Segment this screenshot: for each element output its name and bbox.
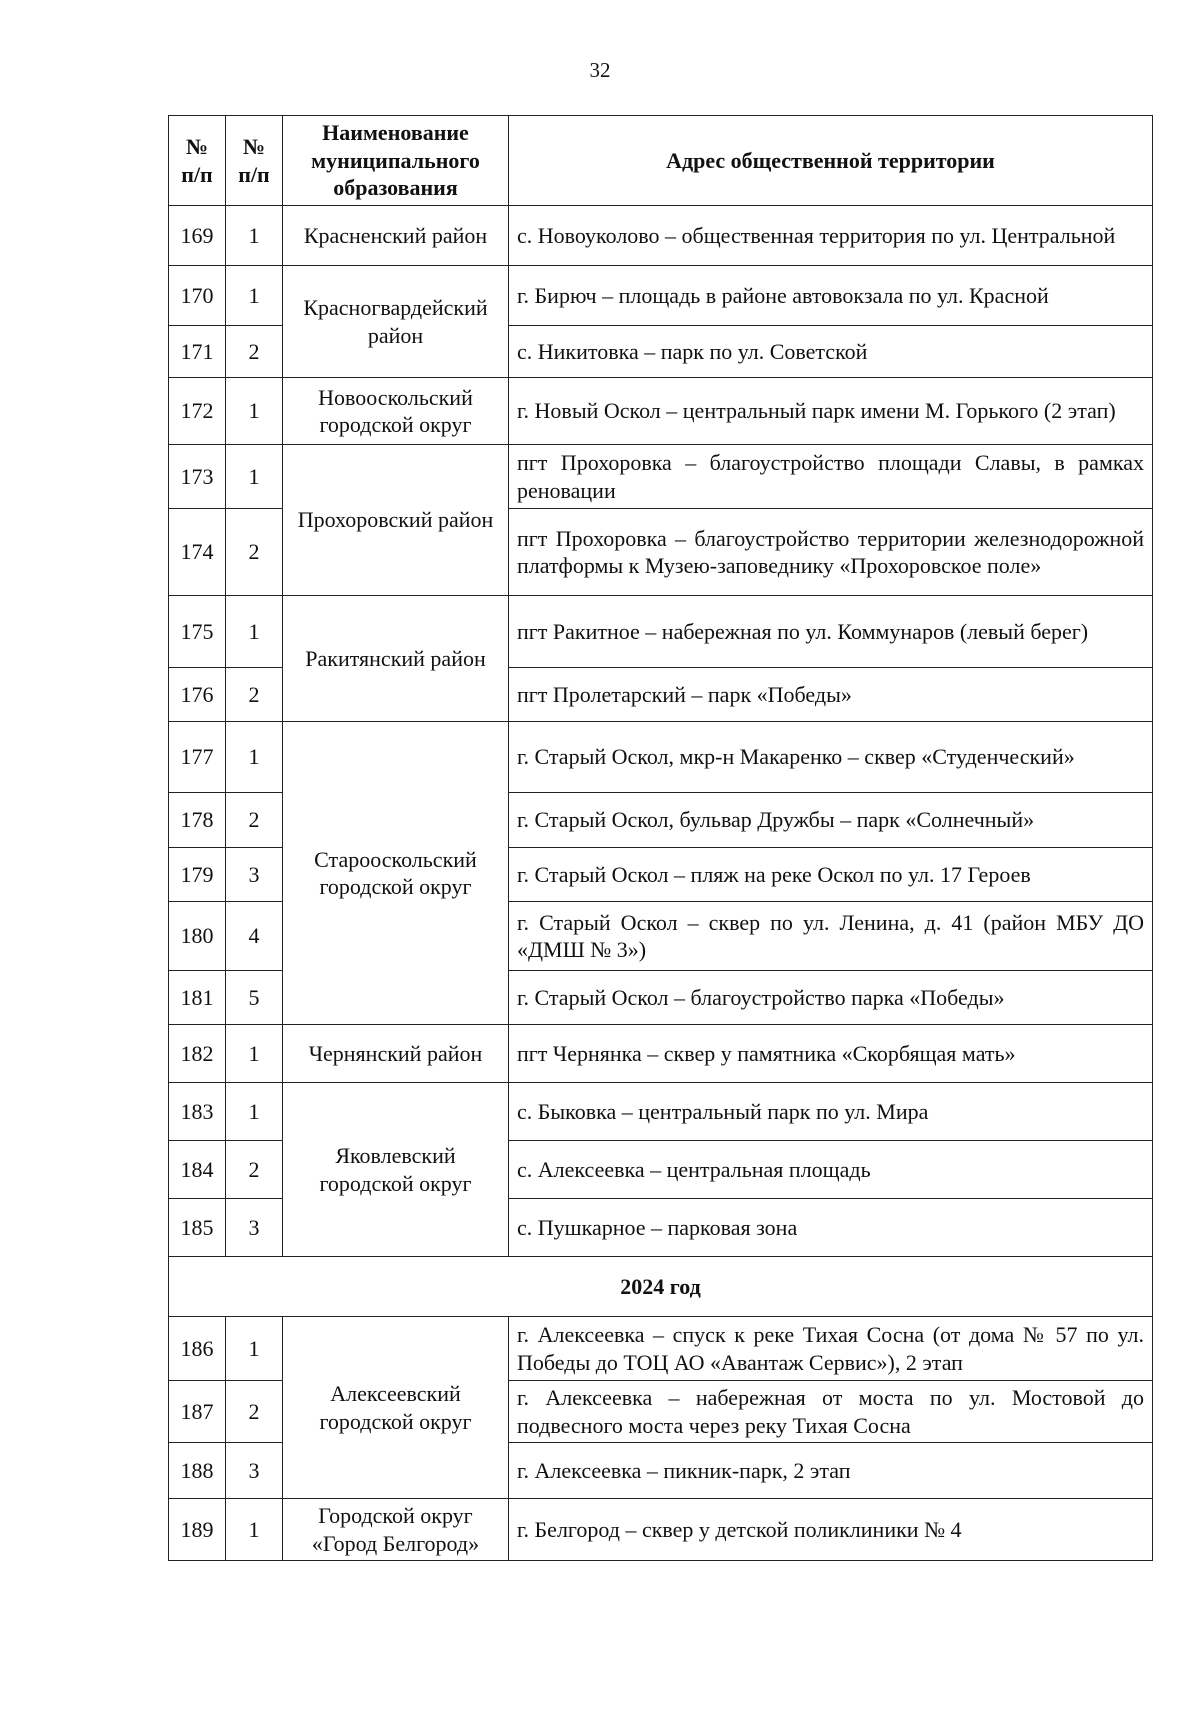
row-num: 179 bbox=[169, 848, 226, 902]
year-row bbox=[169, 1257, 1153, 1317]
row-num: 171 bbox=[169, 326, 226, 378]
row-num: 180 bbox=[169, 902, 226, 971]
table-row bbox=[169, 266, 1153, 326]
territory-table bbox=[168, 115, 1153, 1561]
row-sub-num: 1 bbox=[226, 206, 283, 266]
row-municipality: Прохоровский район bbox=[283, 445, 509, 596]
row-address: г. Старый Оскол, мкр-н Макаренко – сквер «Студенческий» bbox=[509, 722, 1153, 793]
row-num: 184 bbox=[169, 1141, 226, 1199]
table-row bbox=[169, 206, 1153, 266]
row-sub-num: 1 bbox=[226, 1499, 283, 1561]
row-address: пгт Прохоровка – благоустройство площади Славы, в рамках реновации bbox=[509, 445, 1153, 509]
row-sub-num: 1 bbox=[226, 1317, 283, 1381]
row-sub-num: 2 bbox=[226, 326, 283, 378]
row-num: 185 bbox=[169, 1199, 226, 1257]
row-address: с. Алексеевка – центральная площадь bbox=[509, 1141, 1153, 1199]
row-sub-num: 3 bbox=[226, 1199, 283, 1257]
row-municipality: Красненский район bbox=[283, 206, 509, 266]
table-row bbox=[169, 445, 1153, 509]
page-number: 32 bbox=[589, 58, 611, 82]
row-sub-num: 1 bbox=[226, 1025, 283, 1083]
row-num: 176 bbox=[169, 668, 226, 722]
row-municipality: Городской округ «Город Белгород» bbox=[283, 1499, 509, 1561]
row-sub-num: 5 bbox=[226, 971, 283, 1025]
table-row bbox=[169, 378, 1153, 445]
row-sub-num: 1 bbox=[226, 722, 283, 793]
row-num: 173 bbox=[169, 445, 226, 509]
row-num: 174 bbox=[169, 509, 226, 596]
row-sub-num: 4 bbox=[226, 902, 283, 971]
row-address: г. Новый Оскол – центральный парк имени М. Горького (2 этап) bbox=[509, 378, 1153, 445]
row-address: пгт Ракитное – набережная по ул. Коммунаров (левый берег) bbox=[509, 596, 1153, 668]
row-address: г. Алексеевка – набережная от моста по ул. Мостовой до подвесного моста через реку Тихая Сосна bbox=[509, 1381, 1153, 1443]
row-address: г. Бирюч – площадь в районе автовокзала по ул. Красной bbox=[509, 266, 1153, 326]
row-municipality: Чернянский район bbox=[283, 1025, 509, 1083]
row-municipality: Старооскольский городской округ bbox=[283, 722, 509, 1025]
row-address: г. Алексеевка – спуск к реке Тихая Сосна (от дома № 57 по ул. Победы до ТОЦ АО «Авантаж Сервис»), 2 этап bbox=[509, 1317, 1153, 1381]
row-sub-num: 2 bbox=[226, 668, 283, 722]
row-num: 186 bbox=[169, 1317, 226, 1381]
row-sub-num: 2 bbox=[226, 1381, 283, 1443]
row-address: с. Пушкарное – парковая зона bbox=[509, 1199, 1153, 1257]
header-num: № п/п bbox=[169, 116, 226, 206]
row-address: г. Алексеевка – пикник-парк, 2 этап bbox=[509, 1443, 1153, 1499]
row-address: пгт Пролетарский – парк «Победы» bbox=[509, 668, 1153, 722]
row-sub-num: 3 bbox=[226, 848, 283, 902]
row-address: с. Никитовка – парк по ул. Советской bbox=[509, 326, 1153, 378]
row-num: 172 bbox=[169, 378, 226, 445]
table-header-row bbox=[169, 116, 1153, 206]
row-num: 169 bbox=[169, 206, 226, 266]
table-row bbox=[169, 722, 1153, 793]
row-num: 170 bbox=[169, 266, 226, 326]
row-sub-num: 2 bbox=[226, 1141, 283, 1199]
header-address: Адрес общественной территории bbox=[509, 116, 1153, 206]
row-num: 181 bbox=[169, 971, 226, 1025]
row-num: 175 bbox=[169, 596, 226, 668]
year-label: 2024 год bbox=[169, 1257, 1153, 1317]
row-sub-num: 1 bbox=[226, 445, 283, 509]
row-address: г. Белгород – сквер у детской поликлиники № 4 bbox=[509, 1499, 1153, 1561]
row-address: г. Старый Оскол, бульвар Дружбы – парк «Солнечный» bbox=[509, 793, 1153, 848]
row-address: пгт Прохоровка – благоустройство территории железнодорожной платформы к Музею-заповеднику «Прохоровское поле» bbox=[509, 509, 1153, 596]
row-sub-num: 1 bbox=[226, 378, 283, 445]
row-num: 183 bbox=[169, 1083, 226, 1141]
row-sub-num: 3 bbox=[226, 1443, 283, 1499]
row-address: пгт Чернянка – сквер у памятника «Скорбящая мать» bbox=[509, 1025, 1153, 1083]
row-num: 178 bbox=[169, 793, 226, 848]
table-row bbox=[169, 1025, 1153, 1083]
row-municipality: Красногвардейский район bbox=[283, 266, 509, 378]
row-num: 182 bbox=[169, 1025, 226, 1083]
row-num: 177 bbox=[169, 722, 226, 793]
row-municipality: Ракитянский район bbox=[283, 596, 509, 722]
row-municipality: Новооскольский городской округ bbox=[283, 378, 509, 445]
header-sub-num: № п/п bbox=[226, 116, 283, 206]
table-row bbox=[169, 596, 1153, 668]
row-sub-num: 1 bbox=[226, 596, 283, 668]
row-sub-num: 1 bbox=[226, 266, 283, 326]
row-address: с. Быковка – центральный парк по ул. Мира bbox=[509, 1083, 1153, 1141]
row-address: г. Старый Оскол – пляж на реке Оскол по ул. 17 Героев bbox=[509, 848, 1153, 902]
row-municipality: Яковлевский городской округ bbox=[283, 1083, 509, 1257]
row-sub-num: 2 bbox=[226, 509, 283, 596]
row-address: с. Новоуколово – общественная территория по ул. Центральной bbox=[509, 206, 1153, 266]
row-num: 187 bbox=[169, 1381, 226, 1443]
header-municipality: Наименование муниципального образования bbox=[283, 116, 509, 206]
table-row bbox=[169, 1083, 1153, 1141]
row-address: г. Старый Оскол – сквер по ул. Ленина, д. 41 (район МБУ ДО «ДМШ № 3») bbox=[509, 902, 1153, 971]
table-row bbox=[169, 1317, 1153, 1381]
row-num: 189 bbox=[169, 1499, 226, 1561]
row-address: г. Старый Оскол – благоустройство парка «Победы» bbox=[509, 971, 1153, 1025]
row-sub-num: 1 bbox=[226, 1083, 283, 1141]
row-num: 188 bbox=[169, 1443, 226, 1499]
table-row bbox=[169, 1499, 1153, 1561]
row-sub-num: 2 bbox=[226, 793, 283, 848]
row-municipality: Алексеевский городской округ bbox=[283, 1317, 509, 1499]
